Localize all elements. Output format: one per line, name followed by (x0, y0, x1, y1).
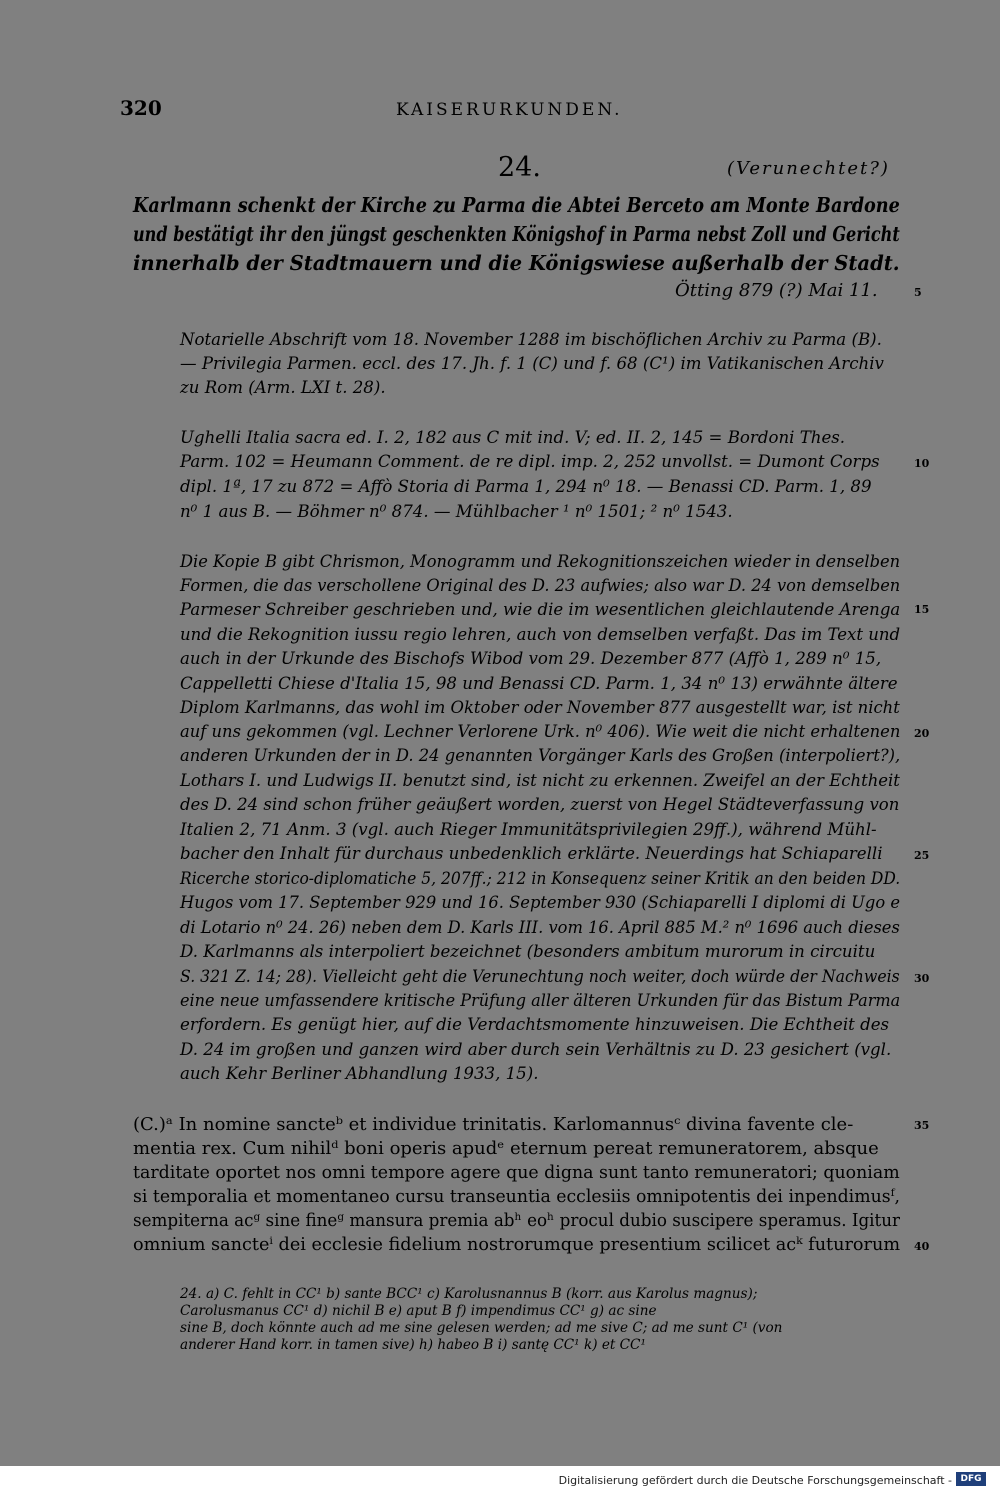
document-date: Ötting 879 (?) Mai 11. (675, 280, 878, 301)
editions-line: Parm. 102 = Heumann Comment. de re dipl. imp. 2, 252 unvollst. = Dumont Corps (180, 452, 880, 471)
editions-line: n⁰ 1 aus B. — Böhmer n⁰ 874. — Mühlbacher ¹ n⁰ 1501; ² n⁰ 1543. (180, 502, 733, 521)
commentary-line: bacher den Inhalt für durchaus unbedenklich erklärte. Neuerdings hat Schiaparelli (180, 844, 883, 863)
title-line: und bestätigt ihr den jüngst geschenkten Königshof in Parma nebst Zoll und Gericht (133, 222, 900, 246)
charter-text-line: si temporalia et momentaneo cursu transeuntia ecclesiis omnipotentis dei inpendimusᶠ, (133, 1186, 900, 1207)
commentary-line: Die Kopie B gibt Chrismon, Monogramm und Rekognitionszeichen wieder in denselben (180, 552, 901, 571)
commentary-line: Cappelletti Chiese d'Italia 15, 98 und Benassi CD. Parm. 1, 34 n⁰ 13) erwähnte ältere (180, 674, 898, 693)
commentary-line: Ricerche storico-diplomatiche 5, 207ff.; 212 in Konsequenz seiner Kritik an den beiden DD. (180, 869, 901, 888)
transmission-line: zu Rom (Arm. LXI t. 28). (180, 378, 386, 397)
commentary-line: auch Kehr Berliner Abhandlung 1933, 15). (180, 1064, 539, 1083)
line-number: 25 (914, 849, 930, 862)
commentary-line: D. Karlmanns als interpoliert bezeichnet (besonders ambitum murorum in circuitu (180, 942, 876, 961)
commentary-line: anderen Urkunden der in D. 24 genannten Vorgänger Karls des Großen (interpoliert?), (180, 746, 901, 765)
transmission-line: Notarielle Abschrift vom 18. November 1288 im bischöflichen Archiv zu Parma (B). (180, 330, 882, 349)
page-number: 320 (120, 96, 162, 120)
commentary-line: D. 24 im großen und ganzen wird aber durch sein Verhältnis zu D. 23 gesichert (vgl. (180, 1040, 892, 1059)
commentary-line: und die Rekognition iussu regio lehren, auch von demselben verfaßt. Das im Text und (180, 625, 901, 644)
charter-text-line: tarditate oportet nos omni tempore agere que digna sunt tanto remuneratori; quoniam (133, 1162, 900, 1183)
title-line: innerhalb der Stadtmauern und die Königswiese außerhalb der Stadt. (133, 251, 900, 275)
charter-text-line: sempiterna acᵍ sine fineᵍ mansura premia abʰ eoʰ procul dubio suscipere speramus. Igitur (133, 1210, 901, 1231)
charter-text-line: (C.)ᵃ In nomine sancteᵇ et individue trinitatis. Karlomannusᶜ divina favente cle- (133, 1114, 854, 1135)
editions-line: Ughelli Italia sacra ed. I. 2, 182 aus C mit ind. V; ed. II. 2, 145 = Bordoni Thes. (180, 428, 846, 447)
editions-line: dipl. 1ª, 17 zu 872 = Affò Storia di Parma 1, 294 n⁰ 18. — Benassi CD. Parm. 1, 89 (180, 477, 872, 496)
funding-notice: Digitalisierung gefördert durch die Deutsche Forschungsgemeinschaft - (558, 1474, 952, 1487)
document-status: (Verunechtet?) (727, 158, 890, 179)
commentary-line: Parmeser Schreiber geschrieben und, wie die im wesentlichen gleichlautende Arenga (180, 600, 901, 619)
commentary-line: Hugos vom 17. September 929 und 16. September 930 (Schiaparelli I diplomi di Ugo e (180, 893, 900, 912)
footnote-line: 24. a) C. fehlt in CC¹ b) sante BCC¹ c) Karolusnannus B (korr. aus Karolus magnus); (180, 1286, 758, 1302)
line-number: 30 (914, 972, 930, 985)
commentary-line: Diplom Karlmanns, das wohl im Oktober oder November 877 ausgestellt war, ist nicht (180, 698, 900, 717)
line-number: 15 (914, 603, 930, 616)
commentary-line: di Lotario n⁰ 24. 26) neben dem D. Karls III. vom 16. April 885 M.² n⁰ 1696 auch dieses (180, 918, 900, 937)
running-head: KAISERURKUNDEN. (396, 100, 623, 120)
footnote-line: Carolusmanus CC¹ d) nichil B e) aput B f) impendimus CC¹ g) ac sine (180, 1303, 657, 1319)
footer-bar (0, 1466, 1000, 1494)
title-line: Karlmann schenkt der Kirche zu Parma die Abtei Berceto am Monte Bardone (133, 193, 900, 217)
commentary-line: S. 321 Z. 14; 28). Vielleicht geht die Verunechtung noch weiter, doch würde der Nachweis (180, 967, 900, 986)
document-number: 24. (498, 152, 541, 183)
line-number: 35 (914, 1119, 930, 1132)
commentary-line: Lothars I. und Ludwigs II. benutzt sind, ist nicht zu erkennen. Zweifel an der Echtheit (180, 771, 900, 790)
line-number: 10 (914, 457, 930, 470)
line-number: 5 (914, 286, 922, 299)
footnote-line: anderer Hand korr. in tamen sive) h) habeo B i) santę CC¹ k) et CC¹ (180, 1337, 646, 1353)
charter-text-line: omnium sancteⁱ dei ecclesie fidelium nostrorumque presentium scilicet acᵏ futurorum (133, 1234, 901, 1255)
commentary-line: erfordern. Es genügt hier, auf die Verdachtsmomente hinzuweisen. Die Echtheit des (180, 1015, 890, 1034)
transmission-line: — Privilegia Parmen. eccl. des 17. Jh. f. 1 (C) und f. 68 (C¹) im Vatikanischen Archiv (180, 354, 884, 373)
footnote-line: sine B, doch könnte auch ad me sine gelesen werden; ad me sive C; ad me sunt C¹ (von (180, 1320, 783, 1336)
commentary-line: Italien 2, 71 Anm. 3 (vgl. auch Rieger Immunitätsprivilegien 29ff.), während Mühl- (180, 820, 877, 839)
line-number: 20 (914, 727, 930, 740)
commentary-line: auch in der Urkunde des Bischofs Wibod vom 29. Dezember 877 (Affò 1, 289 n⁰ 15, (180, 649, 882, 668)
line-number: 40 (914, 1240, 930, 1253)
charter-text-line: mentia rex. Cum nihilᵈ boni operis apudᵉ eternum pereat remuneratorem, absque (133, 1138, 879, 1159)
commentary-line: Formen, die das verschollene Original des D. 23 aufwies; also war D. 24 von demselben (180, 576, 901, 595)
commentary-line: des D. 24 sind schon früher geäußert worden, zuerst von Hegel Städteverfassung von (180, 795, 900, 814)
commentary-line: eine neue umfassendere kritische Prüfung aller älteren Urkunden für das Bistum Parma (180, 991, 901, 1010)
dfg-logo: DFG (956, 1472, 986, 1486)
commentary-line: auf uns gekommen (vgl. Lechner Verlorene Urk. n⁰ 406). Wie weit die nicht erhaltenen (180, 722, 901, 741)
